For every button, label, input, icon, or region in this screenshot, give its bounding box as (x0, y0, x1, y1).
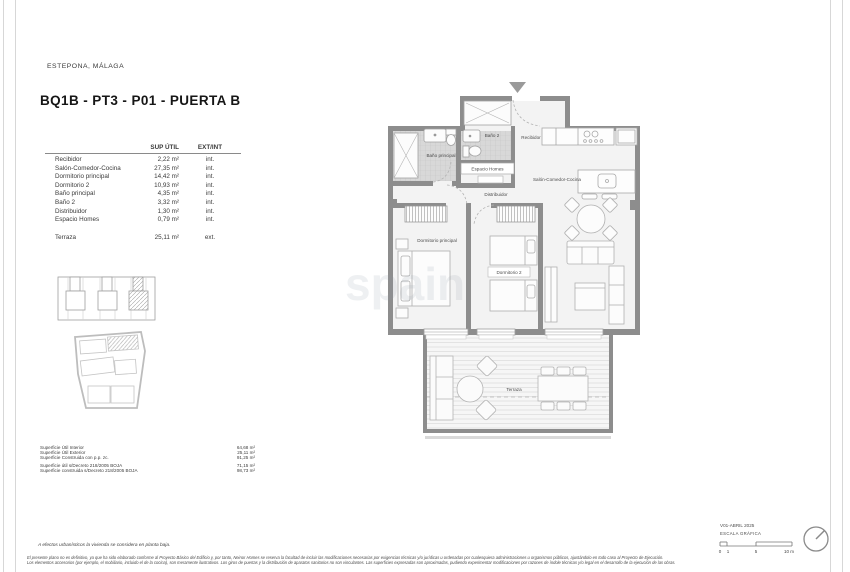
summary-value: 71,15 m² (236, 463, 255, 469)
label-recibidor: Recibidor (521, 135, 541, 140)
urban-note: A efectos urbanísticos la vivienda se considera en planta baja. (38, 543, 171, 548)
room-name: Recibidor (55, 156, 82, 163)
table-row (45, 199, 241, 208)
header-sup-util: SUP ÚTIL (150, 144, 179, 151)
wardrobe-dorm2 (497, 206, 535, 222)
label-salon: Salón-Comedor-Cocina (532, 177, 582, 182)
floor-plan (345, 82, 640, 439)
version-label: V01-ABRIL 2025 (720, 523, 755, 528)
key-elevation-diagram (58, 277, 155, 320)
north-arrow-icon (804, 527, 828, 551)
label-dormitorio-principal: Dormitorio principal (417, 238, 457, 243)
room-name: Terraza (55, 233, 76, 241)
room-type: int. (205, 164, 215, 172)
surface-summary (40, 446, 255, 474)
room-area: 27,35 m² (154, 164, 179, 172)
sink-principal (424, 129, 446, 142)
version-block (720, 523, 761, 536)
room-area: 10,93 m² (154, 181, 179, 189)
room-type: int. (205, 207, 215, 215)
location-label: ESTEPONA, MÁLAGA (47, 63, 125, 70)
stool (582, 194, 597, 199)
table-row (45, 173, 241, 182)
highlighted-block (108, 335, 139, 351)
table-row (45, 208, 241, 217)
summary-row (40, 469, 255, 474)
room-type: int. (205, 190, 215, 198)
table-row (45, 216, 241, 225)
room-type: int. (205, 181, 215, 189)
terrace-shadow (425, 436, 611, 439)
room-type: int. (205, 156, 215, 163)
room-name: Dormitorio 2 (55, 181, 90, 189)
table-row (45, 190, 241, 199)
summary-label: Superficie construida s/Decreto 218/2005 BOJA (40, 468, 138, 474)
key-site-plan (75, 332, 145, 408)
entrance-arrow-icon (509, 82, 526, 93)
legal-disclaimer (27, 556, 842, 566)
nightstand (396, 239, 408, 249)
table-row (45, 165, 241, 174)
room-area: 1,30 m² (157, 207, 179, 215)
highlighted-tower (129, 277, 148, 310)
summary-label: Superficie Útil Exterior (40, 449, 86, 455)
summary-label: Superficie Construida con p.p. zc. (40, 454, 109, 460)
scale-tick-0: 0 (718, 549, 722, 554)
label-dormitorio-2: Dormitorio 2 (496, 270, 522, 275)
sofa (567, 241, 614, 264)
room-area: 4,35 m² (157, 190, 179, 198)
room-area: 2,22 m² (157, 156, 179, 163)
scale-graphic-label: ESCALA GRÁFICA (720, 531, 762, 536)
room-name: Baño principal (55, 190, 95, 198)
dining-table (577, 205, 605, 233)
summary-row (40, 456, 255, 461)
room-name: Baño 2 (55, 198, 75, 206)
label-distribuidor: Distribuidor (484, 192, 508, 197)
scale-tick-1: 1 (726, 549, 730, 554)
summary-label: Superficie útil s/Decreto 218/2005 BOJA (40, 463, 123, 469)
room-area: 25,11 m² (154, 233, 179, 241)
room-type: int. (205, 173, 215, 181)
toilet-principal (446, 129, 456, 146)
room-area: 0,79 m² (157, 216, 179, 224)
bed-dorm2-a (490, 236, 537, 265)
table-row (45, 156, 241, 165)
table-row (45, 182, 241, 191)
areas-table-header (45, 144, 241, 154)
table-row (45, 234, 241, 243)
room-type: int. (205, 216, 215, 224)
shower (394, 133, 418, 178)
wardrobe-principal (405, 206, 447, 222)
summary-label: Superficie Útil Interior (40, 445, 84, 450)
label-bano-2: Baño 2 (484, 133, 500, 138)
tall-cabinet (545, 267, 557, 322)
armchair (575, 283, 605, 310)
room-type: int. (205, 198, 215, 206)
disclaimer-line-1: El presente plano no es definitivo, ya que ha sido elaborado conforme al Proyecto Básico del Edificio y, por tanto, Neinor Homes se reserva la facultad de incluir las modificaciones necesarias por exigencias técnicas y/o jurídicas u ordenadas por cualesquiera administraciones u organismos públicos, ajustándolo en todo caso al Proyecto de Ejecución. (27, 555, 664, 560)
room-name: Distribuidor (55, 207, 87, 215)
room-name: Espacio Homes (55, 216, 100, 224)
room-area: 14,42 m² (154, 173, 179, 181)
disclaimer-line-2: Los elementos accesorios (por ejemplo, el mobiliario, incluido el de la cocina), son meramente ilustrativos. Los giros de puertas y la distribución de aparatos sanitarios no son vinculantes. Las superficies expresadas son aproximadas, pudiendo experimentar modificaciones por razones de índole técnicas y/o legal en el desarrollo de la ejecución de las obras. (27, 559, 676, 565)
summary-value: 91,25 m² (236, 454, 255, 460)
summary-value: 25,11 m² (237, 449, 255, 455)
page-title: BQ1B - PT3 - P01 - PUERTA B (40, 93, 241, 108)
header-ext-int: EXT/INT (197, 144, 223, 151)
label-terraza: Terraza (506, 387, 522, 392)
scale-tick-5: 5 (754, 549, 758, 554)
label-bano-principal: Baño principal (426, 153, 456, 158)
bathtub (464, 101, 511, 125)
room-area: 3,32 m² (157, 198, 179, 206)
room-name: Dormitorio principal (55, 173, 110, 181)
bed-dorm2-b (490, 280, 537, 311)
summary-value: 98,73 m² (236, 468, 255, 474)
label-espacio-homes: Espacio Homes (471, 166, 504, 172)
room-type: ext. (204, 233, 216, 241)
scale-tick-10: 10 m (783, 549, 795, 554)
sink-bano2 (463, 130, 480, 142)
tv-unit (609, 266, 624, 324)
scale-bar (719, 542, 795, 554)
toilet-bano2 (463, 146, 481, 157)
summary-value: 64,68 m² (236, 445, 255, 450)
watermark: spain (345, 258, 466, 310)
areas-table (45, 144, 241, 242)
room-name: Salón-Comedor-Cocina (55, 164, 121, 172)
